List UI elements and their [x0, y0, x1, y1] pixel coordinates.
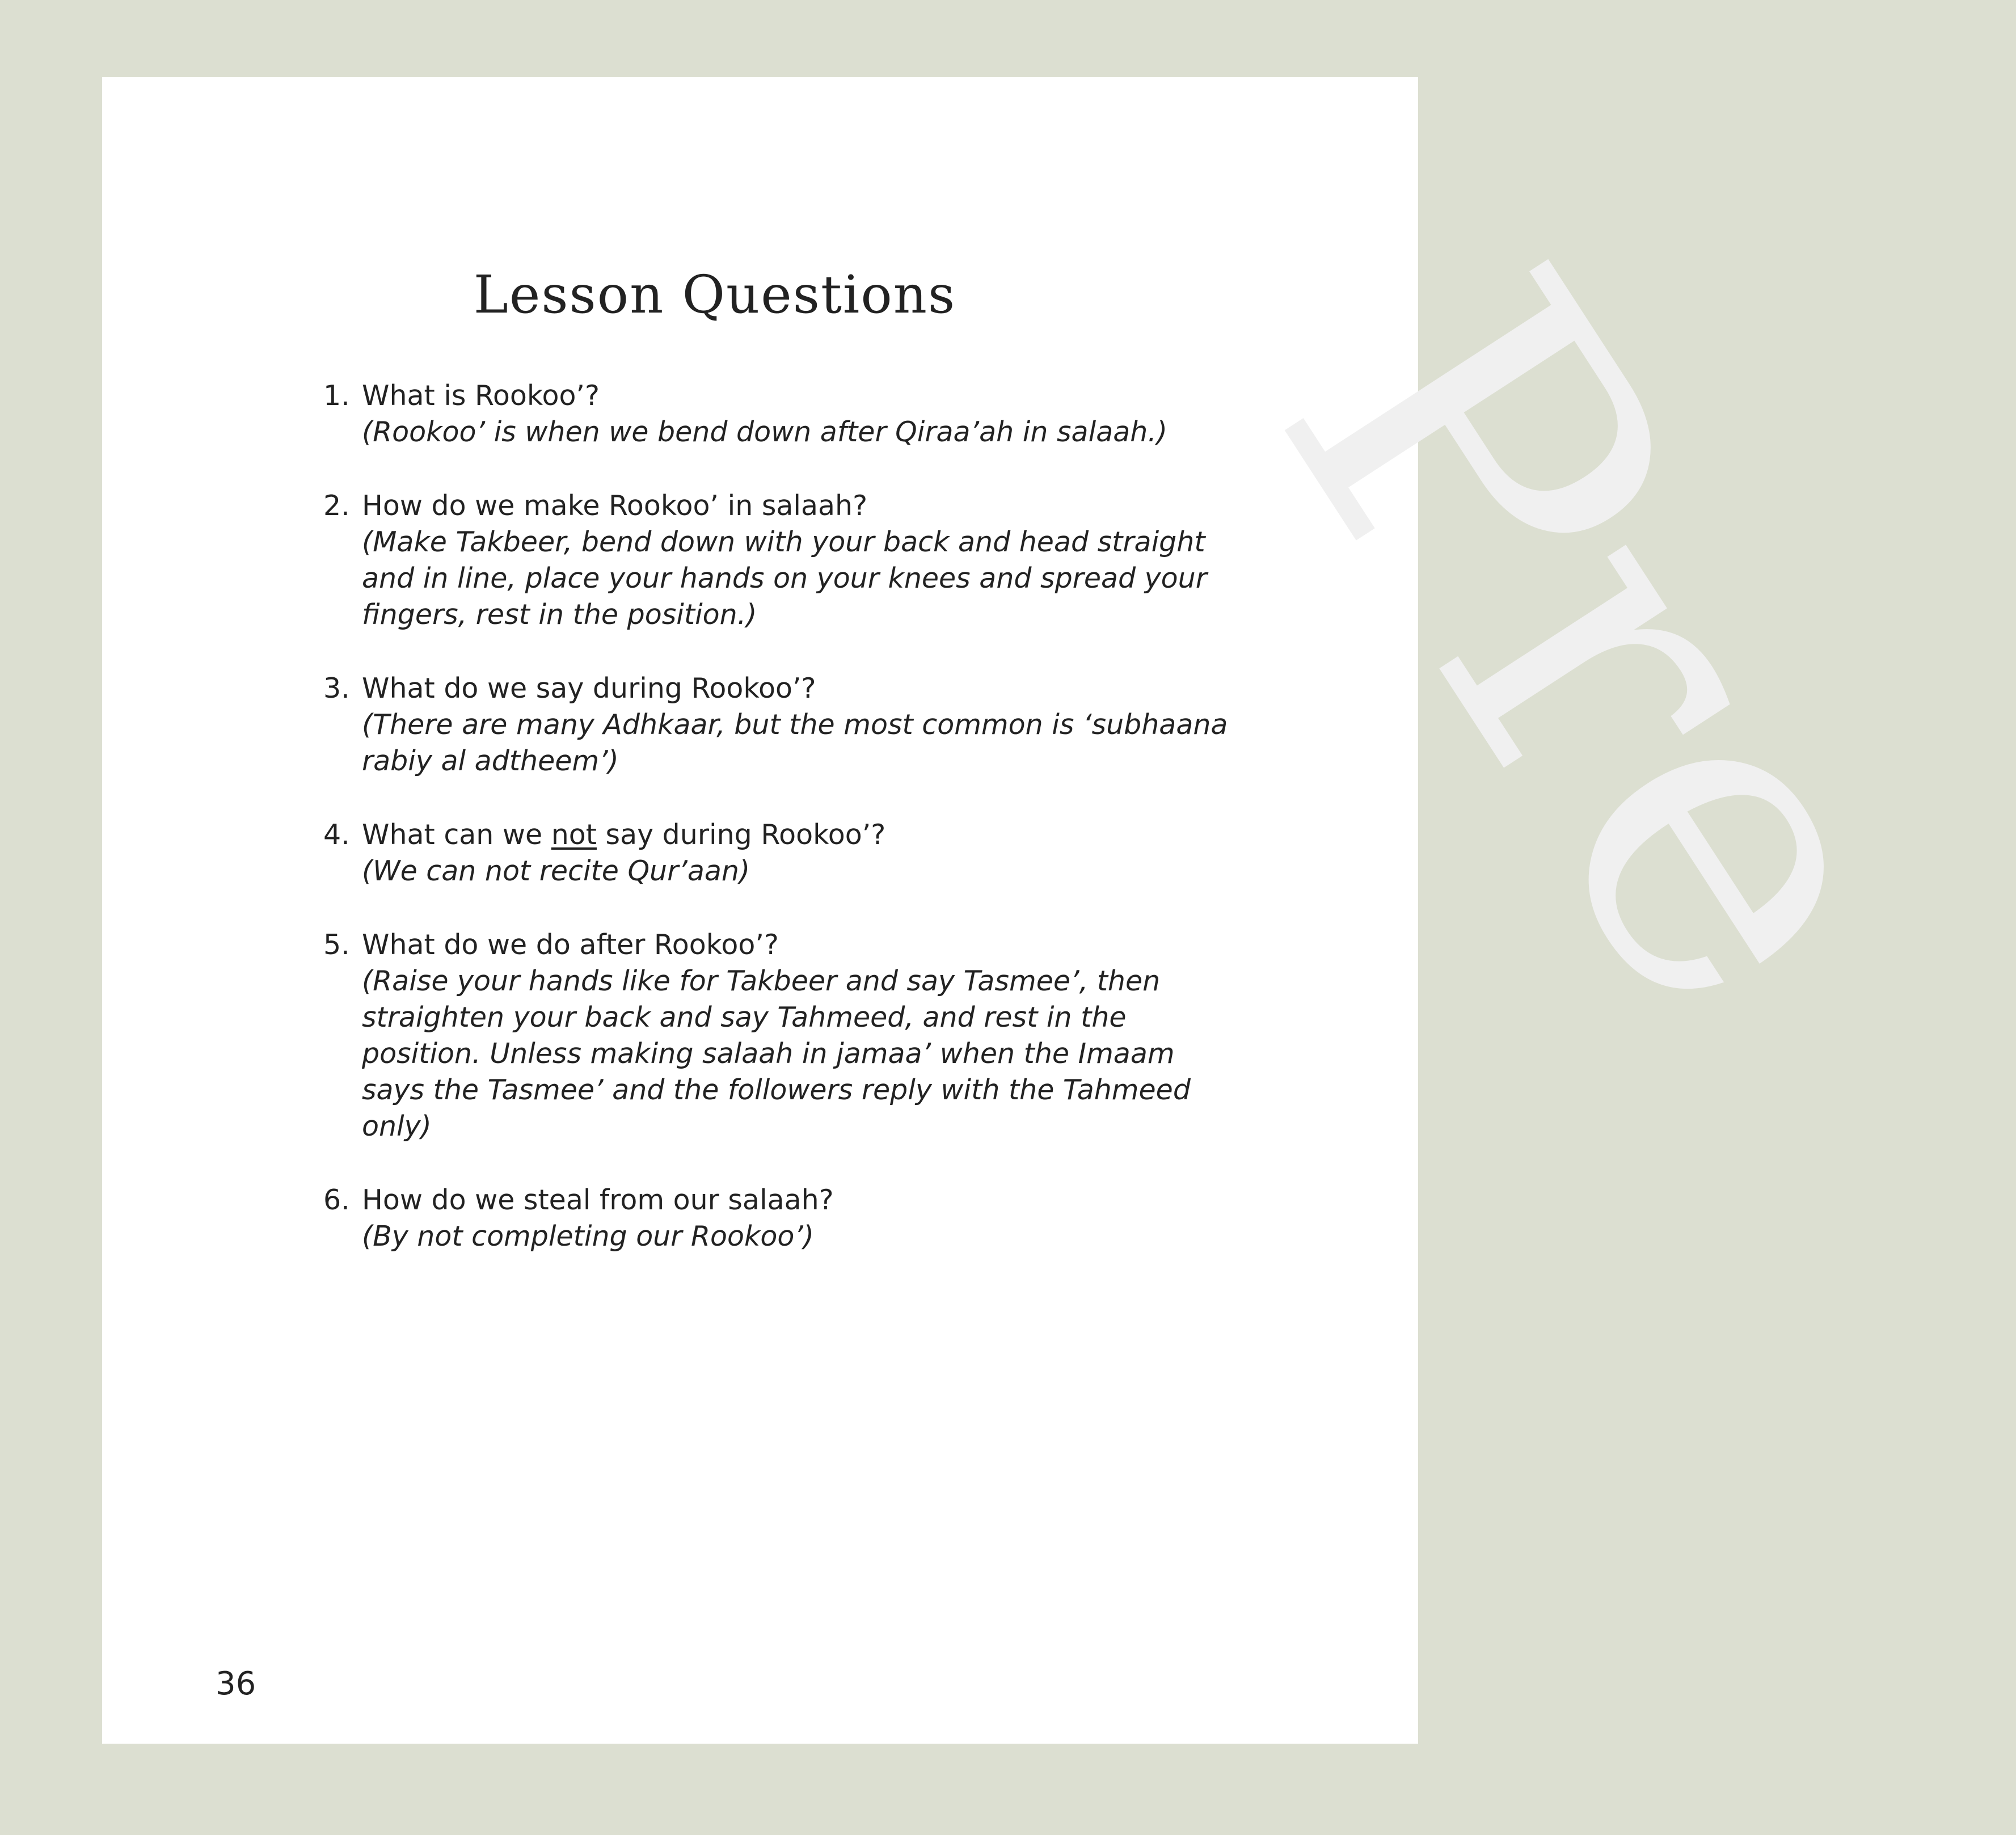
answer-text: (Raise your hands like for Takbeer and say Tasmee’, then straighten your back and say Tahmeed, and rest in the position. Unless making salaah in jamaa’ when the Imaam says the Tasmee’ and the followers reply with the Tahmeed only)	[362, 965, 1191, 1142]
question-item-4	[323, 817, 1242, 889]
question-text-before: What can we	[362, 819, 551, 851]
question-item-1	[323, 378, 1242, 450]
page-number: 36	[216, 1665, 256, 1702]
question-text	[362, 817, 1242, 853]
page-title: Lesson Questions	[473, 264, 956, 325]
question-list	[323, 378, 1242, 1292]
question-emphasis: not	[551, 819, 597, 851]
question-item-5	[323, 927, 1242, 1145]
question-number: 1.	[323, 379, 350, 412]
question-number: 5.	[323, 929, 350, 961]
question-text: What is Rookoo’?	[362, 379, 600, 412]
answer-text: (We can not recite Qur’aan)	[362, 855, 750, 887]
question-text: How do we make Rookoo’ in salaah?	[362, 490, 868, 522]
question-text: What do we do after Rookoo’?	[362, 929, 779, 961]
question-number: 2.	[323, 490, 350, 522]
answer-text: (Rookoo’ is when we bend down after Qiraa’ah in salaah.)	[362, 416, 1167, 448]
question-number: 4.	[323, 819, 350, 851]
question-number: 6.	[323, 1184, 350, 1216]
question-text: How do we steal from our salaah?	[362, 1184, 834, 1216]
answer-text: (By not completing our Rookoo’)	[362, 1220, 814, 1252]
page	[102, 77, 2016, 1744]
question-number: 3.	[323, 672, 350, 705]
question-item-6	[323, 1182, 1242, 1255]
watermark: Pre	[1186, 192, 2016, 1096]
question-item-2	[323, 488, 1242, 633]
answer-text: (There are many Adhkaar, but the most common is ‘subhaana rabiy al adtheem’)	[362, 708, 1228, 777]
question-text: What do we say during Rookoo’?	[362, 672, 816, 705]
question-item-3	[323, 670, 1242, 779]
answer-text: (Make Takbeer, bend down with your back and head straight and in line, place your hands on your knees and spread your fingers, rest in the position.)	[362, 526, 1207, 631]
question-text-after: say during Rookoo’?	[596, 819, 886, 851]
